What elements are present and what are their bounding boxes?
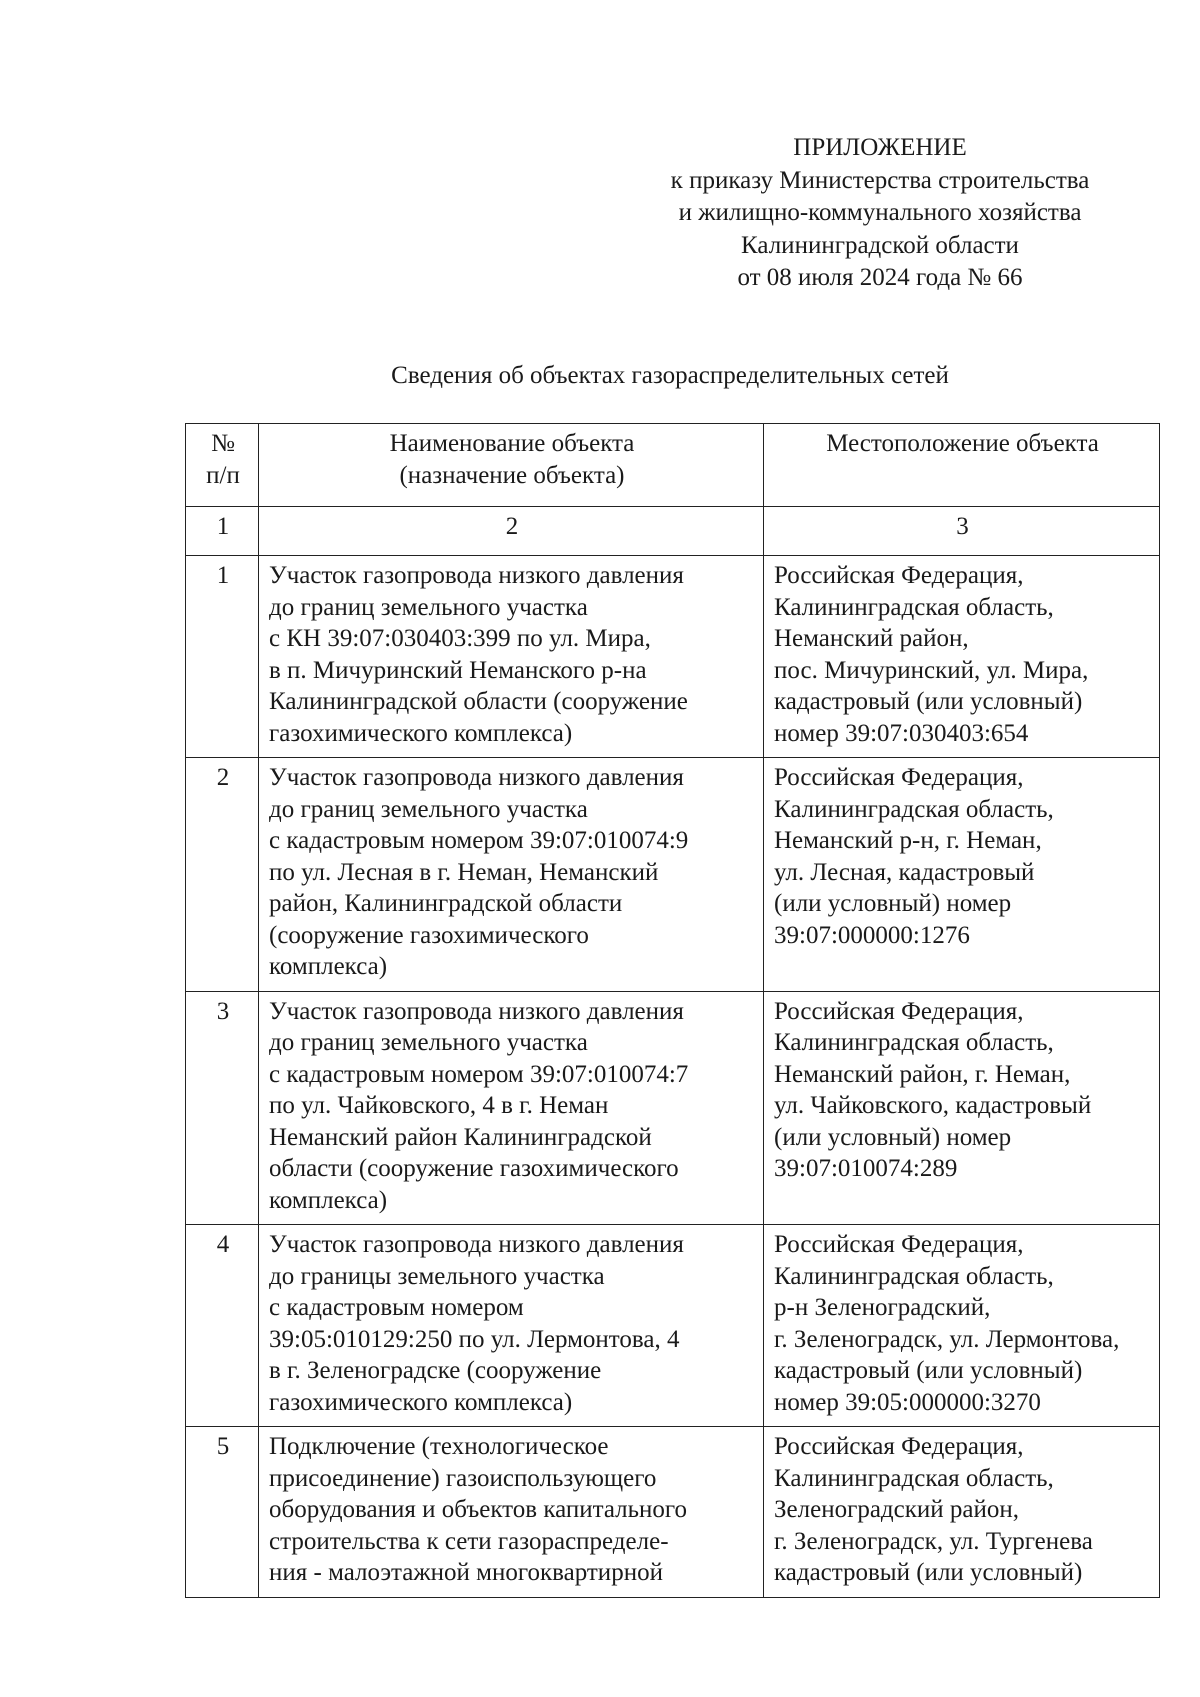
header-number xyxy=(186,424,259,507)
object-name-line: Участок газопровода низкого давления xyxy=(269,562,684,589)
object-name-line: с кадастровым номером 39:07:010074:7 xyxy=(269,1060,689,1088)
table-row xyxy=(186,758,1160,992)
header-location-line: Местоположение объекта xyxy=(826,430,1099,457)
object-location-line: 39:07:000000:1276 xyxy=(774,921,970,949)
table-row xyxy=(186,991,1160,1225)
object-location-line: Неманский р-н, г. Неман, xyxy=(774,827,1042,854)
object-name-line: с КН 39:07:030403:399 по ул. Мира, xyxy=(269,625,651,652)
object-location-cell xyxy=(764,758,1160,992)
appendix-header xyxy=(620,132,1140,295)
column-number: 3 xyxy=(764,507,1160,556)
object-name-line: комплекса) xyxy=(269,953,388,980)
object-location-line: Неманский район, г. Неман, xyxy=(774,1060,1071,1088)
object-name-line: Подключение (технологическое xyxy=(269,1433,609,1460)
object-location-line: г. Зеленоградск, ул. Тургенева xyxy=(774,1527,1093,1555)
object-name-line: (сооружение газохимического xyxy=(269,921,589,949)
header-number-line: № xyxy=(211,430,235,457)
object-name-line: строительства к сети газораспределе- xyxy=(269,1527,669,1555)
object-name-line: Калининградской области (сооружение xyxy=(269,688,688,715)
object-name-line: ния - малоэтажной многоквартирной xyxy=(269,1559,663,1586)
header-name-line: Наименование объекта xyxy=(389,430,635,457)
object-name-line: Участок газопровода низкого давления xyxy=(269,764,684,791)
object-name-line: по ул. Лесная в г. Неман, Неманский xyxy=(269,858,659,886)
column-numbers-row xyxy=(186,507,1160,556)
object-location-line: номер 39:05:000000:3270 xyxy=(774,1388,1041,1416)
object-name-line: в п. Мичуринский Неманского р-на xyxy=(269,656,647,684)
object-name-line: по ул. Чайковского, 4 в г. Неман xyxy=(269,1092,609,1119)
object-name-line: 39:05:010129:250 по ул. Лермонтова, 4 xyxy=(269,1325,680,1353)
object-location-line: кадастровый (или условный) xyxy=(774,688,1083,715)
object-location-cell xyxy=(764,1427,1160,1598)
object-location-line: (или условный) номер xyxy=(774,890,1012,917)
object-name-line: до границ земельного участка xyxy=(269,593,588,621)
object-location-line: кадастровый (или условный) xyxy=(774,1559,1083,1586)
object-name-line: до границ земельного участка xyxy=(269,1029,588,1056)
object-location-line: Калининградская область, xyxy=(774,593,1054,621)
row-number: 2 xyxy=(186,758,259,992)
object-location-line: пос. Мичуринский, ул. Мира, xyxy=(774,656,1089,684)
object-name-line: в г. Зеленоградске (сооружение xyxy=(269,1357,602,1384)
row-number: 5 xyxy=(186,1427,259,1598)
object-name-line: присоединение) газоиспользующего xyxy=(269,1464,657,1492)
table-row xyxy=(186,1427,1160,1598)
object-location-line: Калининградская область, xyxy=(774,795,1054,823)
object-name-cell xyxy=(259,758,764,992)
object-location-line: Российская Федерация, xyxy=(774,997,1024,1025)
object-location-cell xyxy=(764,991,1160,1225)
object-name-cell xyxy=(259,556,764,758)
object-location-line: г. Зеленоградск, ул. Лермонтова, xyxy=(774,1325,1120,1353)
appendix-label: ПРИЛОЖЕНИЕ xyxy=(793,134,967,161)
appendix-region: Калининградской области xyxy=(741,231,1019,259)
object-location-cell xyxy=(764,556,1160,758)
object-name-line: газохимического комплекса) xyxy=(269,719,573,747)
header-object-location xyxy=(764,424,1160,507)
object-location-line: р-н Зеленоградский, xyxy=(774,1294,991,1321)
appendix-order-ref: к приказу Министерства строительства xyxy=(670,166,1090,194)
object-name-line: район, Калининградской области xyxy=(269,890,623,917)
object-name-cell xyxy=(259,991,764,1225)
row-number: 1 xyxy=(186,556,259,758)
table-header-row xyxy=(186,424,1160,507)
object-location-line: Калининградская область, xyxy=(774,1464,1054,1492)
object-name-line: с кадастровым номером xyxy=(269,1294,524,1321)
object-location-line: кадастровый (или условный) xyxy=(774,1357,1083,1384)
objects-table-body xyxy=(186,424,1160,1598)
object-location-line: Российская Федерация, xyxy=(774,562,1024,589)
column-number: 2 xyxy=(259,507,764,556)
row-number: 4 xyxy=(186,1225,259,1427)
object-location-cell xyxy=(764,1225,1160,1427)
object-name-line: Неманский район Калининградской xyxy=(269,1123,652,1151)
object-location-line: Неманский район, xyxy=(774,625,969,652)
document-title: Сведения об объектах газораспределительных сетей xyxy=(391,362,949,389)
objects-table xyxy=(185,423,1160,1598)
object-name-line: с кадастровым номером 39:07:010074:9 xyxy=(269,827,689,854)
object-location-line: Российская Федерация, xyxy=(774,1231,1024,1258)
object-location-line: 39:07:010074:289 xyxy=(774,1155,958,1182)
object-location-line: номер 39:07:030403:654 xyxy=(774,719,1029,747)
object-location-line: Калининградская область, xyxy=(774,1029,1054,1056)
object-name-line: комплекса) xyxy=(269,1186,388,1214)
object-name-cell xyxy=(259,1427,764,1598)
object-location-line: Российская Федерация, xyxy=(774,1433,1024,1460)
object-location-line: (или условный) номер xyxy=(774,1123,1012,1151)
appendix-date-number: от 08 июля 2024 года № 66 xyxy=(737,264,1023,291)
object-location-line: ул. Лесная, кадастровый xyxy=(774,858,1035,886)
header-name-line: (назначение объекта) xyxy=(399,461,625,489)
column-number: 1 xyxy=(186,507,259,556)
header-object-name xyxy=(259,424,764,507)
object-location-line: Российская Федерация, xyxy=(774,764,1024,791)
table-row xyxy=(186,1225,1160,1427)
object-name-cell xyxy=(259,1225,764,1427)
object-name-line: оборудования и объектов капитального xyxy=(269,1496,688,1523)
object-location-line: Зеленоградский район, xyxy=(774,1496,1019,1523)
object-name-line: области (сооружение газохимического xyxy=(269,1155,679,1182)
object-location-line: ул. Чайковского, кадастровый xyxy=(774,1092,1092,1119)
object-name-line: Участок газопровода низкого давления xyxy=(269,997,684,1025)
object-name-line: Участок газопровода низкого давления xyxy=(269,1231,684,1258)
header-number-line: п/п xyxy=(206,461,240,489)
object-location-line: Калининградская область, xyxy=(774,1262,1054,1290)
object-name-line: до границ земельного участка xyxy=(269,795,588,823)
row-number: 3 xyxy=(186,991,259,1225)
object-name-line: газохимического комплекса) xyxy=(269,1388,573,1416)
appendix-ministry: и жилищно-коммунального хозяйства xyxy=(678,199,1082,226)
table-row xyxy=(186,556,1160,758)
object-name-line: до границы земельного участка xyxy=(269,1262,605,1290)
